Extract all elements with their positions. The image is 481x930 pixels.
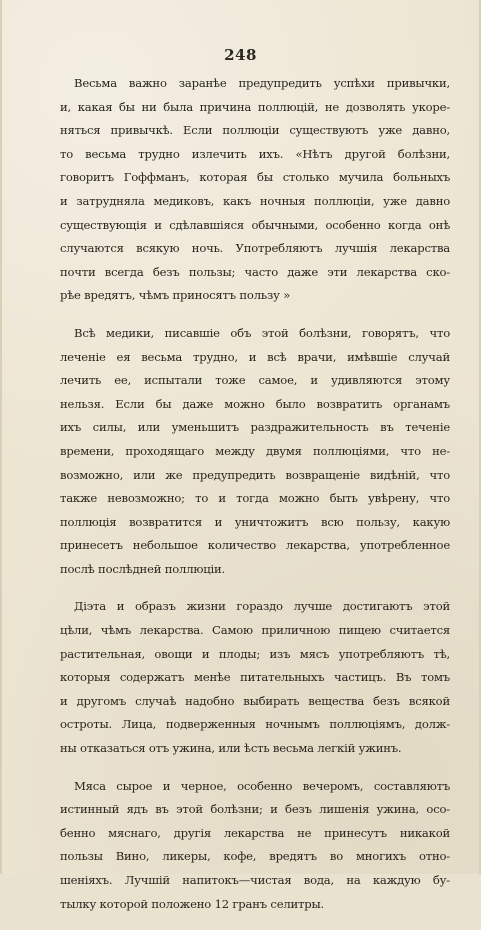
text-line: принесетъ небольшое количество лекарства, употребленное <box>60 538 450 553</box>
text-line: возможно, или же предупредить возвращеніе видѣній, что <box>60 467 450 482</box>
text-line: послѣ послѣдней поллюціи. <box>60 561 226 576</box>
text-line: Весьма важно заранѣе предупредить успѣхи привычки, <box>74 76 450 90</box>
text-line: тылку которой положено 12 гранъ селитры. <box>60 896 324 911</box>
text-line: и затрудняла медиковъ, какъ ночныя поллюціи, уже давно <box>60 193 450 208</box>
text-line: и другомъ случаѣ надобно выбирать вещества безъ всякой <box>60 693 450 708</box>
text-line: рѣе вредятъ, чѣмъ приносятъ пользу » <box>60 288 291 303</box>
text-line: цѣли, чѣмъ лекарства. Самою приличною пищею считается <box>60 623 450 638</box>
text-line: ны отказаться отъ ужина, или ѣсть весьма легкій ужинъ. <box>60 741 402 756</box>
text-line: то весьма трудно излечить ихъ. «Нѣтъ другой болѣзни, <box>60 146 450 161</box>
text-line: пользы Вино, ликеры, кофе, вредятъ во многихъ отно- <box>60 849 450 864</box>
text-line: и, какая бы ни была причина поллюцій, не дозволять укоре- <box>60 99 450 114</box>
text-line: почти всегда безъ пользы; часто даже эти лекарства ско- <box>60 264 450 279</box>
paragraph-4 <box>60 775 450 917</box>
text-line: бенно мяснаго, другія лекарства не принесутъ никакой <box>60 825 450 840</box>
text-line: Діэта и образъ жизни гораздо лучше достигаютъ этой <box>74 599 450 614</box>
text-line: шеніяхъ. Лучшій напитокъ—чистая вода, на каждую бу- <box>60 873 450 887</box>
text-line: случаются всякую ночь. Употребляютъ лучшія лекарства <box>60 241 450 256</box>
text-line: остроты. Лица, подверженныя ночнымъ поллюціямъ, долж- <box>60 717 450 732</box>
text-line: истинный ядъ въ этой болѣзни; и безъ лишенія ужина, осо- <box>60 802 450 817</box>
text-line: которыя содержатъ менѣе питательныхъ частицъ. Въ томъ <box>60 670 450 685</box>
text-line: существующія и сдѣлавшіяся обычными, особенно когда онѣ <box>60 217 450 232</box>
text-line: лечить ее, испытали тоже самое, и удивляются этому <box>60 373 450 388</box>
text-line: ихъ силы, или уменьшитъ раздражительность въ теченіе <box>60 420 450 435</box>
text-line: поллюція возвратится и уничтожитъ всю пользу, какую <box>60 514 450 529</box>
text-line: Всѣ медики, писавшіе объ этой болѣзни, говорятъ, что <box>74 325 450 340</box>
text-line: растительная, овощи и плоды; изъ мясъ употребляютъ тѣ, <box>60 646 450 661</box>
text-line: говоритъ Гоффманъ, которая бы столько мучила больныхъ <box>60 170 450 185</box>
text-line: Мяса сырое и черное, особенно вечеромъ, составляютъ <box>74 778 450 793</box>
text-line: леченіе ея весьма трудно, и всѣ врачи, имѣвшіе случай <box>60 349 450 364</box>
body-text <box>60 72 450 930</box>
page-number: 248 <box>224 46 257 64</box>
text-line: также невозможно; то и тогда можно быть увѣрену, что <box>60 491 450 506</box>
text-line: няться привычкѣ. Если поллюціи существуютъ уже давно, <box>60 123 450 138</box>
paragraph-3 <box>60 595 450 760</box>
paragraph-1 <box>60 72 450 308</box>
text-line: времени, проходящаго между двумя поллюціями, что не- <box>60 443 450 458</box>
paragraph-2 <box>60 322 450 582</box>
text-line: нельзя. Если бы даже можно было возвратить органамъ <box>60 396 450 411</box>
